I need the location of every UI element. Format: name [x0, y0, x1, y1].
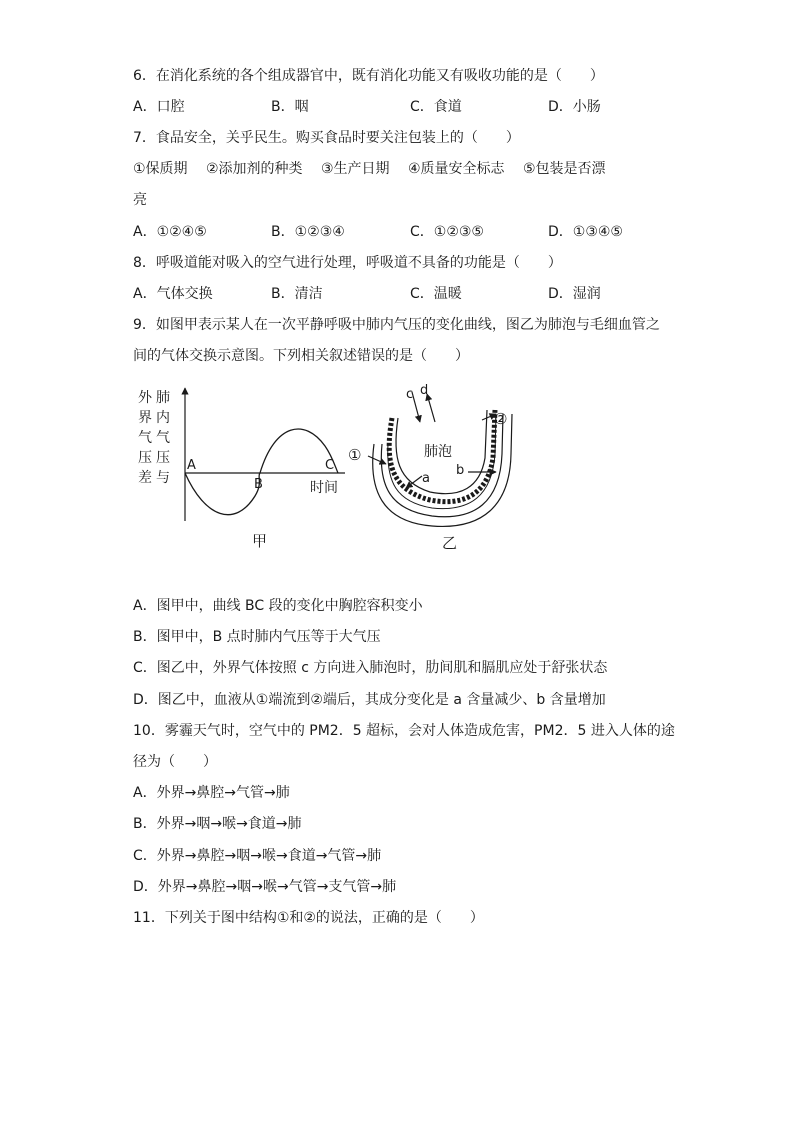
yi-inflow-arrow: [368, 456, 386, 464]
q7-stem-choices: ①保质期 ②添加剂的种类 ③生产日期 ④质量安全标志 ⑤包装是否漂: [133, 161, 606, 177]
jia-pressure-curve: [185, 429, 338, 515]
yi-caption: 乙: [442, 534, 458, 552]
q9-option-d: D．图乙中，血液从①端流到②端后，其成分变化是 a 含量减少、b 含量增加: [133, 692, 606, 708]
yi-label-b: b: [456, 463, 465, 478]
q7-stem: 7．食品安全，关乎民生。购买食品时要关注包装上的（ ）: [133, 130, 520, 146]
jia-caption: 甲: [252, 532, 268, 550]
yi-alveolus-label: 肺泡: [424, 444, 452, 460]
jia-point-c: C: [325, 458, 335, 473]
yi-label-1: ①: [348, 446, 362, 464]
q7-stem-cont: 亮: [133, 192, 147, 208]
yi-capillary-outer: [388, 414, 496, 509]
jia-y-label-char: 界: [138, 410, 152, 426]
q11-stem: 11．下列关于图中结构①和②的说法，正确的是（ ）: [133, 910, 484, 926]
q6-stem: 6．在消化系统的各个组成器官中，既有消化功能又有吸收功能的是（ ）: [133, 68, 604, 84]
q6-option-c: C．食道: [410, 99, 462, 115]
q10-stem-cont: 径为（ ）: [133, 754, 217, 770]
jia-y-label-char: 差: [138, 470, 152, 486]
q8-option-c: C．温暖: [410, 286, 462, 302]
q7-option-d: D．①③④⑤: [548, 224, 623, 240]
jia-x-axis-label: 时间: [310, 480, 338, 496]
jia-y-label-char: 肺: [156, 390, 170, 406]
yi-label-d: d: [420, 383, 429, 398]
yi-label-2: ②: [494, 410, 508, 428]
jia-point-b: B: [254, 477, 263, 492]
figure-yi: [348, 383, 512, 552]
q6-option-b: B．咽: [271, 99, 309, 115]
q10-option-b: B．外界→咽→喉→食道→肺: [133, 816, 302, 832]
jia-y-label-char: 外: [138, 390, 152, 406]
jia-y-label-char: 压: [156, 450, 170, 466]
q6-option-d: D．小肠: [548, 99, 601, 115]
yi-label-c: c: [406, 387, 414, 402]
q9-stem-cont: 间的气体交换示意图。下列相关叙述错误的是（ ）: [133, 348, 469, 364]
yi-label-a: a: [422, 471, 430, 486]
q9-stem: 9．如图甲表示某人在一次平静呼吸中肺内气压的变化曲线，图乙为肺泡与毛细血管之: [133, 317, 660, 333]
q9-figure: [130, 378, 530, 558]
q8-option-a: A．气体交换: [133, 286, 213, 302]
jia-y-label-char: 与: [156, 470, 170, 486]
q7-option-b: B．①②③④: [271, 224, 345, 240]
q7-option-c: C．①②③⑤: [410, 224, 484, 240]
q9-option-c: C．图乙中，外界气体按照 c 方向进入肺泡时，肋间肌和膈肌应处于舒张状态: [133, 660, 608, 676]
q8-option-d: D．湿润: [548, 286, 601, 302]
jia-y-label-col2: [156, 389, 170, 486]
q6-option-a: A．口腔: [133, 99, 185, 115]
figure-jia: [138, 388, 345, 550]
q10-stem: 10．雾霾天气时，空气中的 PM2．5 超标，会对人体造成危害，PM2．5 进入人体的途: [133, 723, 675, 739]
q10-option-d: D．外界→鼻腔→咽→喉→气管→支气管→肺: [133, 879, 397, 895]
q8-option-b: B．清洁: [271, 286, 323, 302]
jia-y-label-char: 内: [156, 410, 170, 426]
q9-option-b: B．图甲中，B 点时肺内气压等于大气压: [133, 629, 381, 645]
yi-arrow-c: [412, 392, 420, 422]
jia-y-label-char: 气: [156, 430, 170, 446]
jia-y-label-char: 气: [138, 430, 152, 446]
jia-y-label-char: 压: [138, 450, 152, 466]
q7-option-a: A．①②④⑤: [133, 224, 207, 240]
q8-stem: 8．呼吸道能对吸入的空气进行处理，呼吸道不具备的功能是（ ）: [133, 255, 562, 271]
q10-option-a: A．外界→鼻腔→气管→肺: [133, 785, 290, 801]
jia-point-a: A: [187, 458, 196, 473]
yi-arrow-a: [406, 476, 422, 488]
yi-arrow-d: [427, 394, 435, 422]
q10-option-c: C．外界→鼻腔→咽→喉→食道→气管→肺: [133, 848, 382, 864]
jia-y-label-col1: [138, 390, 153, 486]
q9-option-a: A．图甲中，曲线 BC 段的变化中胸腔容积变小: [133, 598, 423, 614]
